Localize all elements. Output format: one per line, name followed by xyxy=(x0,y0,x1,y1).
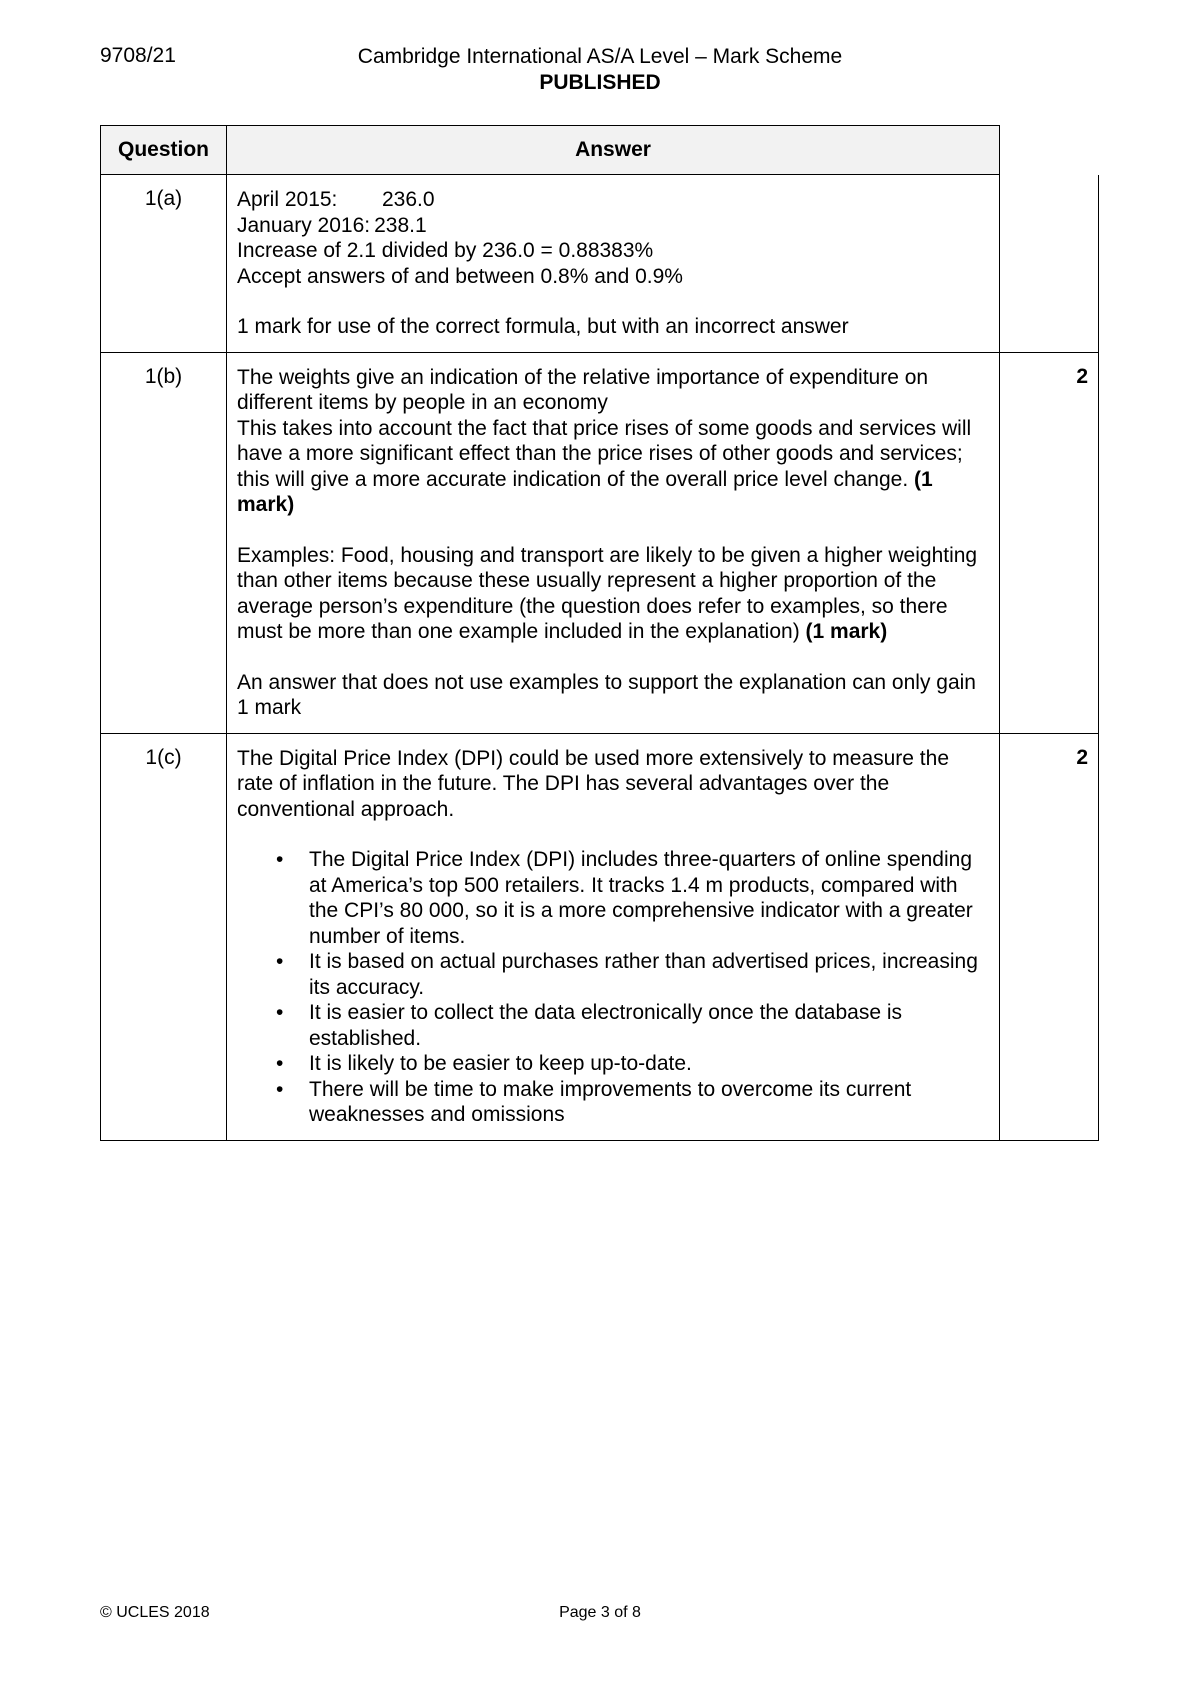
marks-cell xyxy=(1000,175,1099,352)
marks-cell: 2 xyxy=(1000,353,1099,733)
bullet-list xyxy=(237,847,989,1128)
document-header xyxy=(200,44,1000,96)
answer-paragraph: The Digital Price Index (DPI) could be used more extensively to measure the rate of inflation in the future. The DPI has several advantages over the conventional approach. xyxy=(237,746,950,821)
answer-cell xyxy=(227,734,1000,1140)
marks-column-header xyxy=(1000,125,1099,175)
table-row xyxy=(100,353,1099,734)
published-label: PUBLISHED xyxy=(539,71,661,94)
table-row xyxy=(100,175,1099,353)
question-number: 1(a) xyxy=(100,175,227,352)
question-number: 1(c) xyxy=(100,734,227,1140)
mark-scheme-table xyxy=(100,125,1099,1141)
marking-note: An answer that does not use examples to support the explanation can only gain 1 mark xyxy=(237,670,976,719)
list-item: • It is easier to collect the data electronically once the database is established. xyxy=(309,1000,989,1051)
list-item: • The Digital Price Index (DPI) includes three-quarters of online spending at America’s top 500 retailers. It tracks 1.4 m products, compared with the CPI’s 80 000, so it is a more comprehensive indicator with a greater number of items. xyxy=(309,847,989,949)
table-row xyxy=(100,734,1099,1141)
answer-line: April 2015: 236.0 xyxy=(237,188,435,211)
answer-cell xyxy=(227,353,1000,733)
table-header-row xyxy=(100,125,1099,175)
answer-line: January 2016: 238.1 xyxy=(237,213,427,237)
marking-note: 1 mark for use of the correct formula, but with an incorrect answer xyxy=(237,315,849,338)
question-column-header: Question xyxy=(100,125,227,175)
document-code: 9708/21 xyxy=(100,44,176,67)
answer-column-header: Answer xyxy=(227,125,1000,175)
question-number: 1(b) xyxy=(100,353,227,733)
marks-cell: 2 xyxy=(1000,734,1099,1140)
answer-line: Increase of 2.1 divided by 236.0 = 0.88383% xyxy=(237,239,654,262)
page-number: Page 3 of 8 xyxy=(559,1604,641,1621)
copyright-notice: © UCLES 2018 xyxy=(100,1604,210,1621)
answer-line: Accept answers of and between 0.8% and 0.9% xyxy=(237,264,683,288)
answer-paragraph: The weights give an indication of the relative importance of expenditure on different items by people in an economy xyxy=(237,365,929,414)
list-item: • There will be time to make improvements to overcome its current weaknesses and omissions xyxy=(309,1077,989,1128)
mark-allocation: (1 mark) xyxy=(805,620,888,643)
list-item: • It is likely to be easier to keep up-to-date. xyxy=(309,1051,989,1077)
answer-paragraph: Examples: Food, housing and transport are likely to be given a higher weighting than other items because these usually represent a higher proportion of the average person’s expenditure (the question does refer to examples, so there must be more than one example included in the explanation) (1 mark) xyxy=(237,543,978,643)
answer-cell xyxy=(227,175,1000,352)
mark-allocation: (1 mark) xyxy=(237,467,933,516)
document-title: Cambridge International AS/A Level – Mark Scheme xyxy=(357,45,843,68)
answer-paragraph: This takes into account the fact that price rises of some goods and services will have a more significant effect than the price rises of other goods and services; this will give a more accurate indication of the overall price level change. (1 mark) xyxy=(237,416,972,516)
list-item: • It is based on actual purchases rather than advertised prices, increasing its accuracy. xyxy=(309,949,989,1000)
